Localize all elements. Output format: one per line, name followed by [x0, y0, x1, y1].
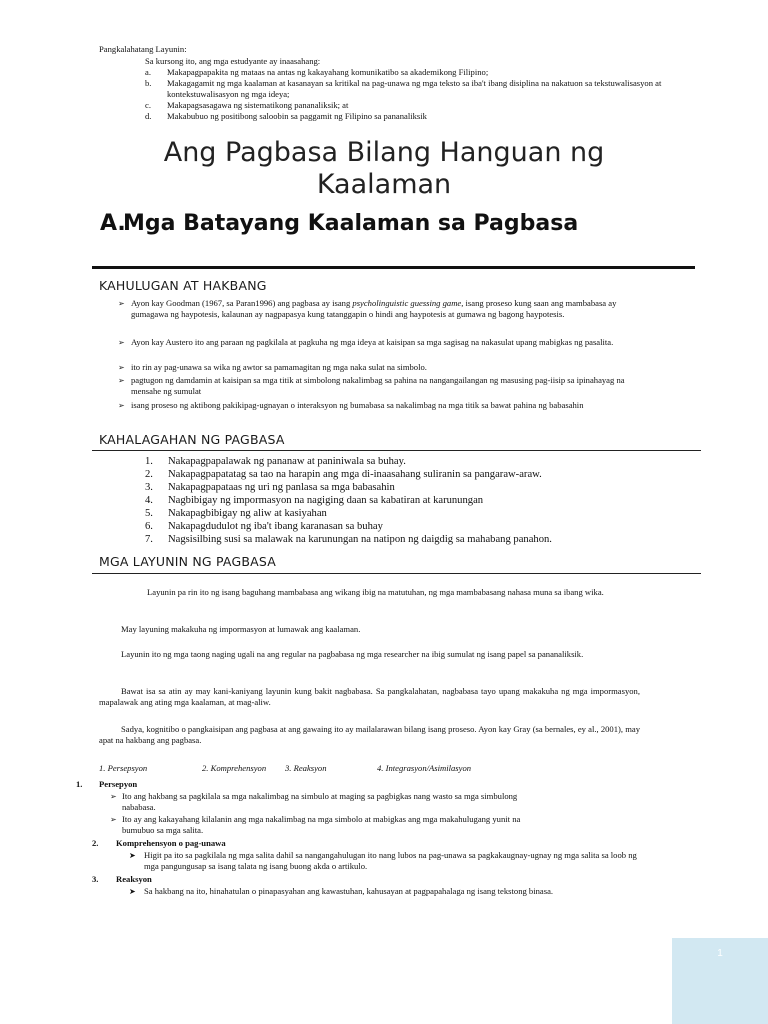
step-label: 1. Persepsyon — [99, 763, 148, 773]
paragraph: Layunin pa rin ito ng isang baguhang mambabasa ang wikang ibig na matutuhan, ng mga mambabasang nahasa muna sa ibang wika. — [147, 587, 604, 597]
arrow-bullet-icon: ➢ — [118, 363, 125, 372]
item-number: 1. — [145, 456, 153, 467]
item-number: 4. — [145, 495, 153, 506]
arrow-bullet-icon: ➢ — [118, 338, 125, 347]
arrow-bullet-icon: ➢ — [118, 376, 125, 385]
layunin-heading: MGA LAYUNIN NG PAGBASA — [99, 554, 276, 569]
arrow-bullet-icon: ➢ — [118, 299, 125, 308]
section-divider — [92, 573, 701, 574]
arrow-bullet-icon: ➢ — [110, 815, 117, 824]
step-label: 3. Reaksyon — [285, 763, 327, 773]
objective-letter: c. — [145, 100, 151, 110]
detail-number: 3. — [92, 874, 99, 884]
item-text: Nakapagpapatatag sa tao na harapin ang mga di-inaasahang suliranin sa pangaraw-araw. — [168, 469, 542, 480]
bullet-text-cont: , isang proseso kung saan ang mambabasa ay gumagawa ng haypotesis, kalaunan ay nagpapasya kung tatanggapin o hindi ang haypotesis at gumawa ng bagong haypotesis. — [131, 298, 617, 319]
title-divider — [92, 266, 695, 269]
objective-letter: d. — [145, 111, 152, 121]
paragraph: Bawat isa sa atin ay may kani-kaniyang layunin kung bakit nagbabasa. Sa pangkalahatan, nagbabasa tayo upang makakuha ng mga impormasyon, mapalawak ang ating mga kaalaman, at mag-aliw. — [99, 686, 640, 707]
item-number: 6. — [145, 521, 153, 532]
objective-letter: b. — [145, 78, 152, 88]
step-label: 4. Integrasyon/Asimilasyon — [377, 763, 472, 773]
detail-number: 1. — [76, 779, 83, 789]
objective-letter: a. — [145, 67, 151, 77]
kahalagahan-heading: KAHALAGAHAN NG PAGBASA — [99, 432, 285, 447]
section-divider — [92, 450, 701, 451]
objectives-intro: Sa kursong ito, ang mga estudyante ay inaasahang: — [145, 56, 321, 66]
bullet-text: ito rin ay pag-unawa sa wika ng awtor sa pamamagitan ng mga naka sulat na simbolo. — [131, 362, 427, 372]
item-text: Nakapagdudulot ng iba't ibang karanasan sa buhay — [168, 521, 383, 532]
arrow-bullet-icon: ➢ — [118, 401, 125, 410]
bullet-text: Ayon kay Goodman (1967, sa Paran1996) ang pagbasa ay isang — [131, 298, 353, 308]
detail-bullet-text: Ito ay ang kakayahang kilalanin ang mga nakalimbag na mga simbolo at mabigkas ang mga makahulugang yunit na bumubuo sa mga salita. — [122, 814, 521, 835]
detail-title: Komprehensyon o pag-unawa — [116, 838, 226, 848]
item-number: 3. — [145, 482, 153, 493]
general-objectives-label: Pangkalahatang Layunin: — [99, 44, 187, 54]
page-number-box — [672, 938, 768, 1024]
paragraph: Layunin ito ng mga taong naging ugali na ang regular na pagbabasa ng mga researcher na ibig sumulat ng isang papel sa pananaliksik. — [121, 649, 584, 659]
detail-bullet-text: Higit pa ito sa pagkilala ng mga salita dahil sa nangangahulugan ito nang lubos na pag-unawa sa pagkakaugnay-ugnay ng mga salita sa loob ng mga pangungusap sa isang talata ng isang buong akda o artikulo. — [144, 850, 637, 871]
bullet-text: Ayon kay Austero ito ang paraan ng pagkilala at pagkuha ng mga ideya at kaisipan sa mga sagisag na nakasulat upang mabigkas ng pasalita. — [131, 337, 614, 347]
objective-text: Makapagpapakita ng mataas na antas ng kakayahang komunikatibo sa akademikong Filipino; — [167, 67, 489, 77]
arrow-bullet-icon: ➢ — [110, 792, 117, 801]
item-text: Nakapagpapataas ng uri ng panlasa sa mga babasahin — [168, 482, 395, 493]
item-number: 7. — [145, 534, 153, 545]
item-number: 2. — [145, 469, 153, 480]
objective-text: Makabubuo ng positibong saloobin sa paggamit ng Filipino sa pananaliksik — [167, 111, 427, 121]
arrow-bullet-icon: ➤ — [129, 851, 136, 860]
step-label: 2. Komprehensyon — [202, 763, 267, 773]
bullet-text: isang proseso ng aktibong pakikipag-ugnayan o interaksyon ng bumabasa sa nakalimbag na mga titik sa bawat pahina ng babasahin — [131, 400, 584, 410]
detail-title: Persepyon — [99, 779, 138, 789]
arrow-bullet-icon: ➤ — [129, 887, 136, 896]
bullet-emphasis: psycholinguistic guessing game — [352, 298, 462, 308]
paragraph: May layuning makakuha ng impormasyon at lumawak ang kaalaman. — [121, 624, 361, 634]
item-text: Nakapagbibigay ng aliw at kasiyahan — [168, 508, 327, 519]
section-letter: A. — [100, 211, 126, 236]
paragraph: Sadya, kognitibo o pangkaisipan ang pagbasa at ang gawaing ito ay mailalarawan bilang isang proseso. Ayon kay Gray (sa bernales, ey al., 2001), may apat na hakbang ang pagbasa. — [99, 724, 640, 745]
detail-bullet-text: Ito ang hakbang sa pagkilala sa mga nakalimbag na simbulo at maging sa pagbigkas nang wasto sa mga simbulong nababasa. — [122, 791, 518, 812]
item-text: Nakapagpapalawak ng pananaw at paniniwala sa buhay. — [168, 456, 406, 467]
kahulugan-heading: KAHULUGAN AT HAKBANG — [99, 278, 267, 293]
detail-title: Reaksyon — [116, 874, 152, 884]
item-text: Nagsisilbing susi sa malawak na karunungan na natipon ng daigdig sa mahabang panahon. — [168, 534, 552, 545]
section-title-text: Mga Batayang Kaalaman sa Pagbasa — [123, 211, 579, 236]
objective-text: Makagagamit ng mga kaalaman at kasanayan sa kritikal na pag-unawa ng mga teksto sa iba't ibang disiplina na nakatuon sa tekstuwalisasyon at kontekstuwalisasyon ng mga ideya; — [167, 78, 662, 99]
item-text: Nagbibigay ng impormasyon na nagiging daan sa kabatiran at karunungan — [168, 495, 484, 506]
detail-bullet-text: Sa hakbang na ito, hinahatulan o pinapasyahan ang kawastuhan, kahusayan at pagpapahalaga ng isang tekstong binasa. — [144, 886, 554, 896]
item-number: 5. — [145, 508, 153, 519]
page-title: Ang Pagbasa Bilang Hanguan ng Kaalaman — [163, 137, 605, 200]
objective-text: Makapagsasagawa ng sistematikong pananaliksik; at — [167, 100, 349, 110]
page-number: 1 — [717, 948, 723, 959]
detail-number: 2. — [92, 838, 99, 848]
bullet-text: pagtugon ng damdamin at kaisipan sa mga titik at simbolong nakalimbag sa pahina na nangangailangan ng masusing pag-iisip sa ipinahayag na mensahe ng sumulat — [131, 375, 625, 396]
